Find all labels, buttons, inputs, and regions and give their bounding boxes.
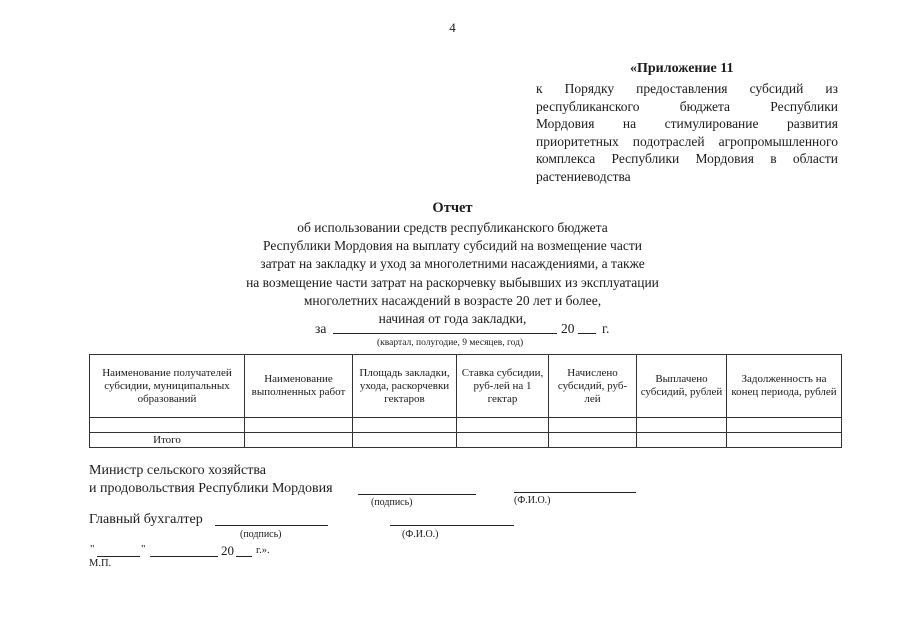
table-cell [245, 418, 353, 433]
table-cell [727, 418, 842, 433]
table-cell [353, 433, 457, 448]
column-header: Ставка субсидии, руб-лей на 1 гектар [457, 355, 549, 418]
table-cell [549, 433, 637, 448]
period-year: 20 [561, 321, 575, 336]
accountant-signature-caption: (подпись) [240, 529, 282, 540]
report-line: об использовании средств республиканского бюджета [297, 220, 608, 235]
report-line: многолетних насаждений в возрасте 20 лет и более, [303, 292, 602, 308]
date-quote-close: " [141, 543, 146, 555]
stamp-place: М.П. [89, 558, 112, 569]
total-label: Итого [90, 433, 245, 448]
appendix-text [536, 80, 838, 185]
minister-signature-line [358, 494, 476, 495]
table-total-row [90, 433, 842, 448]
period-hint: (квартал, полугодие, 9 месяцев, год) [377, 338, 524, 348]
date-year: 20 [221, 543, 234, 558]
page-number: 4 [449, 20, 456, 35]
table-cell [457, 433, 549, 448]
column-header: Выплачено субсидий, рублей [637, 355, 727, 418]
accountant-signature-line [215, 525, 328, 526]
period-unit: г. [602, 321, 610, 336]
column-header: Задолженность на конец периода, рублей [727, 355, 842, 418]
report-description [170, 219, 735, 328]
table-row [90, 418, 842, 433]
date-unit: г.». [256, 545, 270, 556]
accountant-fio-caption: (Ф.И.О.) [402, 529, 439, 540]
date-month-line [150, 556, 218, 557]
appendix-line: приоритетных подотраслей агропромышленного [536, 133, 838, 149]
report-line: Республики Мордовия на выплату субсидий на возмещение части [263, 238, 642, 254]
period-prefix: за [315, 321, 327, 336]
accountant-fio-line [390, 525, 514, 526]
date-quote-open: " [90, 543, 95, 555]
report-title: Отчет [432, 200, 473, 216]
appendix-title: «Приложение 11 [630, 61, 734, 76]
table-cell [90, 418, 245, 433]
appendix-line: к Порядку предоставления субсидий из [536, 81, 838, 96]
minister-title-line2: и продовольствия Республики Мордовия [89, 481, 333, 496]
period-fill-line [333, 333, 557, 334]
minister-fio-line [514, 492, 636, 493]
date-day-line [97, 556, 140, 557]
year-fill-line [578, 333, 596, 334]
table-cell [353, 418, 457, 433]
table-header-row [90, 355, 842, 418]
report-line: на возмещение части затрат на раскорчевку выбывших из эксплуатации [246, 274, 659, 290]
table-cell [245, 433, 353, 448]
column-header: Площадь закладки, ухода, раскорчевки гектаров [353, 355, 457, 418]
appendix-line: комплекса Республики Мордовия в области [536, 151, 838, 166]
table-cell [457, 418, 549, 433]
appendix-line: растениеводства [536, 168, 631, 184]
table-cell [549, 418, 637, 433]
report-line: затрат на закладку и уход за многолетними насаждениями, а также [260, 256, 645, 272]
report-line: начиная от года закладки, [378, 311, 527, 327]
column-header: Наименование выполненных работ [245, 355, 353, 418]
minister-signature-caption: (подпись) [371, 497, 413, 508]
date-year-line [236, 556, 252, 557]
table-cell [637, 433, 727, 448]
appendix-line: республиканского бюджета Республики [536, 98, 838, 114]
table-cell [637, 418, 727, 433]
table-cell [727, 433, 842, 448]
accountant-title: Главный бухгалтер [89, 512, 203, 527]
column-header: Наименование получателей субсидии, муниципальных образований [90, 355, 245, 418]
report-table [89, 354, 842, 448]
minister-title-line1: Министр сельского хозяйства [89, 463, 266, 478]
appendix-line: Мордовия на стимулирование развития [536, 116, 838, 131]
minister-fio-caption: (Ф.И.О.) [514, 495, 551, 506]
column-header: Начислено субсидий, руб-лей [549, 355, 637, 418]
